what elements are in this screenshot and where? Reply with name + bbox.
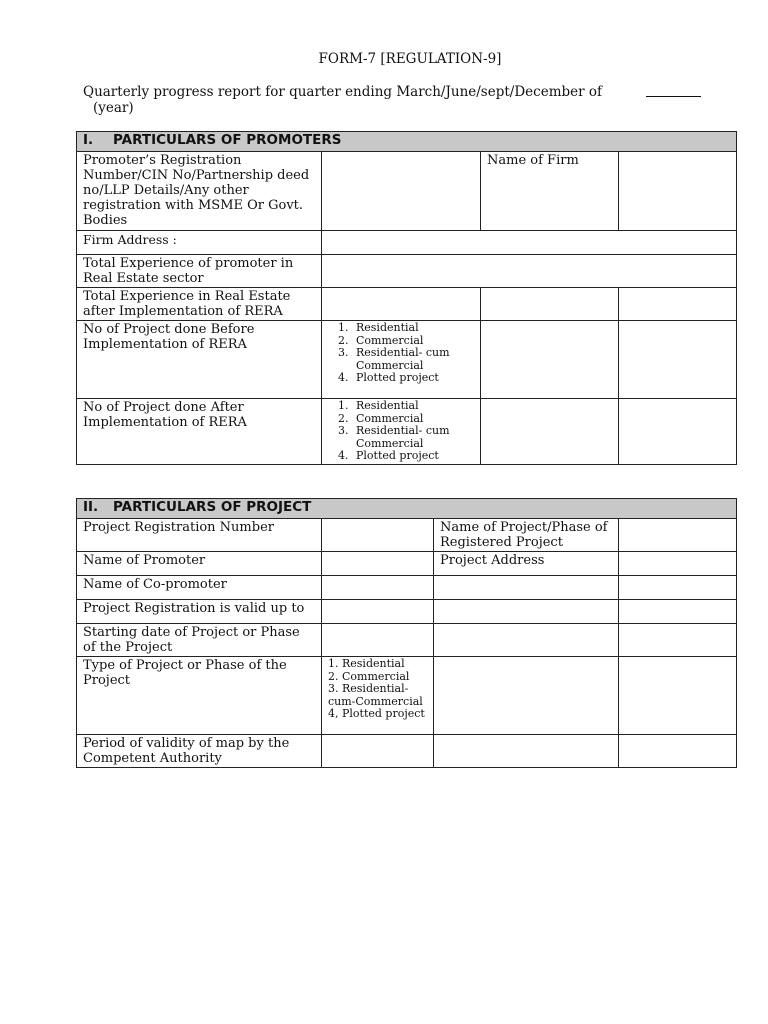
subtitle-text: Quarterly progress report for quarter ending March/June/sept/December of	[83, 84, 603, 100]
total-experience-value	[322, 255, 737, 288]
registration-number-label: Project Registration Number	[77, 519, 322, 552]
registration-value	[322, 152, 481, 231]
project-types-list	[328, 400, 474, 463]
experience-after-rera-row	[77, 288, 737, 321]
valid-up-to-row	[77, 600, 737, 624]
experience-after-rera-value-3	[619, 288, 737, 321]
total-experience-label: Total Experience of promoter in Real Estate sector	[77, 255, 322, 288]
project-type-options	[322, 657, 434, 735]
year-blank	[646, 84, 701, 97]
section-1-title: PARTICULARS OF PROMOTERS	[113, 132, 342, 148]
co-promoter-row	[77, 576, 737, 600]
type-options-list	[328, 658, 427, 721]
co-promoter-value	[322, 576, 434, 600]
list-item: 4. Plotted project	[352, 372, 474, 385]
subtitle-year: (year)	[93, 100, 134, 116]
map-validity-extra-1	[434, 735, 619, 768]
promoters-table	[76, 131, 737, 465]
project-type-row	[77, 657, 737, 735]
total-experience-row	[77, 255, 737, 288]
list-item: 1. Residential	[352, 400, 474, 413]
project-type-label: Type of Project or Phase of the Project	[77, 657, 322, 735]
section-1-header	[77, 132, 737, 152]
list-item: 4, Plotted project	[328, 707, 425, 720]
map-validity-label: Period of validity of map by the Competent Authority	[77, 735, 322, 768]
list-item: 4. Plotted project	[352, 450, 474, 463]
experience-after-rera-value-2	[481, 288, 619, 321]
projects-before-value-2	[619, 321, 737, 399]
starting-date-extra-1	[434, 624, 619, 657]
co-promoter-extra-2	[619, 576, 737, 600]
list-item: 3. Residential- cum Commercial	[352, 425, 474, 450]
map-validity-row	[77, 735, 737, 768]
name-of-promoter-label: Name of Promoter	[77, 552, 322, 576]
projects-after-value-1	[481, 399, 619, 465]
list-item: 1. Residential	[352, 322, 474, 335]
list-item: 1. Residential	[328, 657, 405, 670]
map-validity-extra-2	[619, 735, 737, 768]
registration-label: Promoter’s Registration Number/CIN No/Partnership deed no/LLP Details/Any other registration with MSME Or Govt. Bodies	[77, 152, 322, 231]
report-subtitle	[83, 84, 701, 116]
experience-after-rera-value-1	[322, 288, 481, 321]
projects-before-value-1	[481, 321, 619, 399]
experience-after-rera-label: Total Experience in Real Estate after Implementation of RERA	[77, 288, 322, 321]
projects-before-label: No of Project done Before Implementation of RERA	[77, 321, 322, 399]
valid-up-to-extra-2	[619, 600, 737, 624]
firm-address-row	[77, 231, 737, 255]
valid-up-to-label: Project Registration is valid up to	[77, 600, 322, 624]
project-types-list	[328, 322, 474, 385]
registration-number-row	[77, 519, 737, 552]
name-of-promoter-value	[322, 552, 434, 576]
valid-up-to-value	[322, 600, 434, 624]
list-item: 3. Residential- cum Commercial	[352, 347, 474, 372]
section-1-number: I.	[83, 132, 94, 148]
starting-date-row	[77, 624, 737, 657]
projects-after-value-2	[619, 399, 737, 465]
form-title: FORM-7 [REGULATION-9]	[318, 51, 502, 67]
project-type-extra-1	[434, 657, 619, 735]
list-item: 2. Commercial	[328, 669, 410, 683]
name-of-firm-value	[619, 152, 737, 231]
section-2-header	[77, 499, 737, 519]
name-of-project-label: Name of Project/Phase of Registered Project	[434, 519, 619, 552]
name-of-project-value	[619, 519, 737, 552]
name-of-firm-label: Name of Firm	[481, 152, 619, 231]
starting-date-label: Starting date of Project or Phase of the Project	[77, 624, 322, 657]
list-item: 3. Residential-cum-Commercial	[328, 682, 423, 708]
starting-date-extra-2	[619, 624, 737, 657]
co-promoter-label: Name of Co-promoter	[77, 576, 322, 600]
project-address-value	[619, 552, 737, 576]
projects-after-label: No of Project done After Implementation of RERA	[77, 399, 322, 465]
promoter-row	[77, 552, 737, 576]
firm-address-label: Firm Address :	[77, 231, 322, 255]
projects-before-row	[77, 321, 737, 399]
project-table	[76, 498, 737, 768]
registration-number-value	[322, 519, 434, 552]
firm-address-value	[322, 231, 737, 255]
project-type-extra-2	[619, 657, 737, 735]
list-item: 2. Commercial	[352, 413, 474, 426]
project-address-label: Project Address	[434, 552, 619, 576]
registration-row	[77, 152, 737, 231]
section-2-number: II.	[83, 499, 99, 515]
list-item: 2. Commercial	[352, 335, 474, 348]
valid-up-to-extra-1	[434, 600, 619, 624]
projects-before-types	[322, 321, 481, 399]
projects-after-row	[77, 399, 737, 465]
co-promoter-extra-1	[434, 576, 619, 600]
projects-after-types	[322, 399, 481, 465]
starting-date-value	[322, 624, 434, 657]
section-2-title: PARTICULARS OF PROJECT	[113, 499, 312, 515]
map-validity-value	[322, 735, 434, 768]
